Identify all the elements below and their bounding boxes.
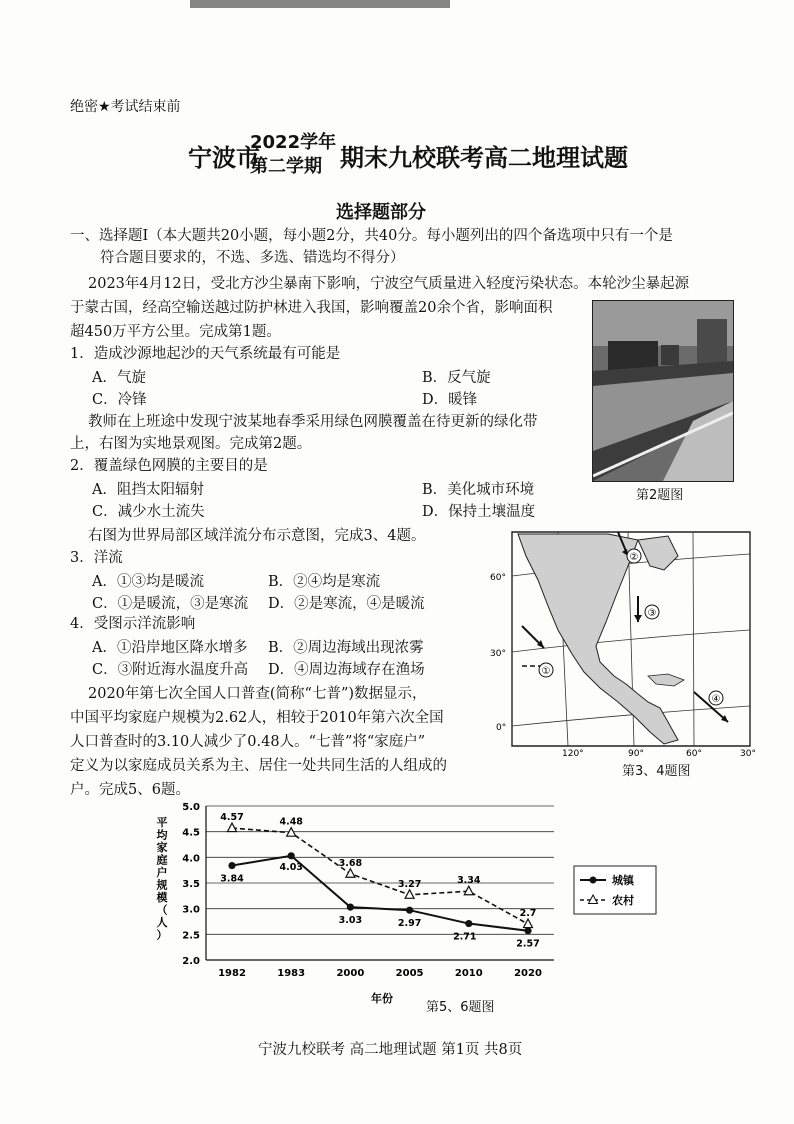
q4-option-b: B．②周边海域出现浓雾: [268, 640, 424, 656]
scan-top-edge: [190, 0, 450, 8]
ocean-current-map: [488, 526, 764, 758]
y-tick-label: 3.5: [182, 879, 200, 890]
legend-marker-urban: [590, 877, 597, 884]
urban-data-label: 2.71: [453, 931, 477, 943]
passage4-line-4: 定义为以家庭成员关系为主、居住一处共同生活的人组成的: [70, 758, 447, 774]
y-tick-label: 4.5: [182, 827, 200, 839]
rural-data-label: 3.68: [338, 857, 363, 869]
intro-line-1: 一、选择题Ⅰ（本大题共20小题，每小题2分，共40分。每小题列出的四个备选项中只有一个是: [70, 228, 673, 244]
title-city: 宁波市: [188, 144, 260, 172]
map-lon-30: 30°: [740, 749, 756, 758]
chart-grid: [206, 806, 554, 960]
secret-label: 绝密★考试结束前: [70, 99, 181, 115]
q1-option-a: A．气旋: [92, 370, 146, 386]
q3-option-a: A．①③均是暖流: [92, 574, 204, 590]
q4-option-c: C．③附近海水温度升高: [92, 662, 249, 678]
rural-point: [524, 919, 533, 928]
urban-point: [406, 907, 413, 914]
chart-legend: [574, 866, 656, 914]
y-tick-label: 5.0: [182, 802, 200, 813]
street-photo: [592, 300, 734, 482]
q4-option-d: D．④周边海域存在渔场: [268, 662, 425, 678]
x-tick-label: 1982: [218, 968, 246, 979]
y-tick-label: 2.0: [182, 956, 200, 967]
rural-data-label: 4.48: [279, 816, 303, 828]
q2-option-a: A．阻挡太阳辐射: [92, 482, 204, 498]
q3-option-d: D．②是寒流，④是暖流: [268, 596, 425, 612]
passage1-line-3: 超450万平方公里。完成第1题。: [70, 324, 281, 340]
rural-point: [464, 886, 473, 895]
urban-data-label: 3.84: [220, 873, 244, 885]
urban-data-label: 3.03: [338, 915, 363, 927]
urban-data-label: 2.97: [397, 918, 422, 930]
passage4-line-2: 中国平均家庭户规模为2.62人，相较于2010年第六次全国: [70, 710, 444, 726]
passage1-line-1: 2023年4月12日，受北方沙尘暴南下影响，宁波空气质量进入轻度污染状态。本轮沙尘暴起源: [88, 276, 690, 292]
map-marker-1: ①: [541, 666, 551, 677]
q1-option-d: D．暖锋: [422, 392, 478, 408]
map-lat-0: 0°: [496, 723, 507, 733]
map-marker-2: ②: [629, 552, 639, 563]
x-tick-label: 2000: [336, 968, 365, 979]
urban-point: [524, 927, 531, 934]
urban-point: [228, 862, 235, 869]
map-lat-60: 60°: [490, 573, 506, 583]
rural-point: [346, 869, 355, 878]
q1-stem: 1．造成沙源地起沙的天气系统最有可能是: [70, 346, 341, 362]
legend-label-0: 城镇: [612, 874, 634, 887]
map-marker-3: ③: [647, 608, 657, 619]
rural-data-label: 3.34: [457, 875, 481, 887]
legend-label-1: 农村: [612, 894, 634, 907]
passage4-line-5: 户。完成5、6题。: [70, 782, 190, 798]
q1-option-b: B．反气旋: [422, 370, 491, 386]
urban-point: [465, 920, 472, 927]
chart-y-ticks: [182, 802, 200, 967]
urban-point: [288, 852, 295, 859]
section-title: 选择题部分: [336, 202, 426, 223]
q3-option-c: C．①是暖流，③是寒流: [92, 596, 249, 612]
y-tick-label: 3.0: [182, 904, 200, 916]
series-line-0: [232, 856, 528, 931]
rural-data-label: 2.7: [519, 908, 537, 920]
map-marker-4: ④: [711, 694, 721, 705]
q2-option-b: B．美化城市环境: [422, 482, 535, 498]
rural-data-label: 3.27: [397, 878, 422, 890]
q4-stem: 4．受图示洋流影响: [70, 616, 196, 632]
page-footer: 宁波九校联考 高二地理试题 第1页 共8页: [258, 1042, 523, 1058]
passage2-line-2: 上，右图为实地景观图。完成第2题。: [70, 436, 312, 452]
passage1-line-2: 于蒙古国，经高空输送越过防护林进入我国，影响覆盖20余个省，影响面积: [70, 300, 553, 316]
urban-point: [347, 904, 354, 911]
q4-option-a: A．①沿岸地区降水增多: [92, 640, 248, 656]
chart-series: [228, 823, 533, 934]
rural-point: [405, 890, 414, 899]
chart-x-ticks: [218, 968, 542, 979]
urban-data-label: 4.03: [279, 861, 303, 873]
q2-stem: 2．覆盖绿色网膜的主要目的是: [70, 458, 268, 474]
household-size-chart: [150, 796, 660, 1016]
passage4-line-3: 人口普查时的3.10人减少了0.48人。“七普”将“家庭户”: [70, 734, 426, 750]
title-term: 第二学期: [250, 156, 322, 177]
y-tick-label: 2.5: [182, 930, 200, 942]
chart-x-axis-label: 年份: [371, 992, 393, 1005]
rural-data-label: 4.57: [220, 812, 244, 824]
chart-caption: 第5、6题图: [426, 1000, 495, 1015]
map-lon-120: 120°: [562, 749, 584, 758]
rural-point: [228, 823, 237, 832]
y-tick-label: 4.0: [182, 853, 200, 865]
passage2-line-1: 教师在上班途中发现宁波某地春季采用绿色网膜覆盖在待更新的绿化带: [88, 414, 538, 430]
q3-option-b: B．②④均是寒流: [268, 574, 381, 590]
q1-option-c: C．冷锋: [92, 392, 147, 408]
x-tick-label: 1983: [277, 968, 306, 979]
chart-data-labels: [220, 812, 539, 950]
map-caption: 第3、4题图: [622, 764, 691, 779]
x-tick-label: 2010: [454, 968, 483, 979]
map-lon-90: 90°: [628, 749, 644, 758]
x-tick-label: 2005: [395, 968, 424, 979]
urban-data-label: 2.57: [516, 938, 540, 950]
q3-stem: 3．洋流: [70, 550, 123, 566]
q2-option-c: C．减少水土流失: [92, 504, 205, 520]
map-lon-60: 60°: [686, 749, 702, 758]
passage4-line-1: 2020年第七次全国人口普查(简称“七普”)数据显示，: [88, 686, 427, 702]
map-lat-30: 30°: [490, 649, 506, 659]
page-title: 期末九校联考高二地理试题: [340, 144, 628, 172]
photo-caption: 第2题图: [636, 488, 684, 503]
chart-y-axis-label: 平均家庭户规模（人）: [156, 816, 168, 942]
intro-line-2: 符合题目要求的，不选、多选、错选均不得分）: [100, 250, 405, 266]
street-photo-drawing: [593, 301, 733, 481]
x-tick-label: 2020: [514, 968, 542, 979]
passage3-line-1: 右图为世界局部区域洋流分布示意图，完成3、4题。: [88, 528, 426, 544]
q2-option-d: D．保持土壤温度: [422, 504, 536, 520]
title-year: 2022学年: [250, 132, 337, 153]
